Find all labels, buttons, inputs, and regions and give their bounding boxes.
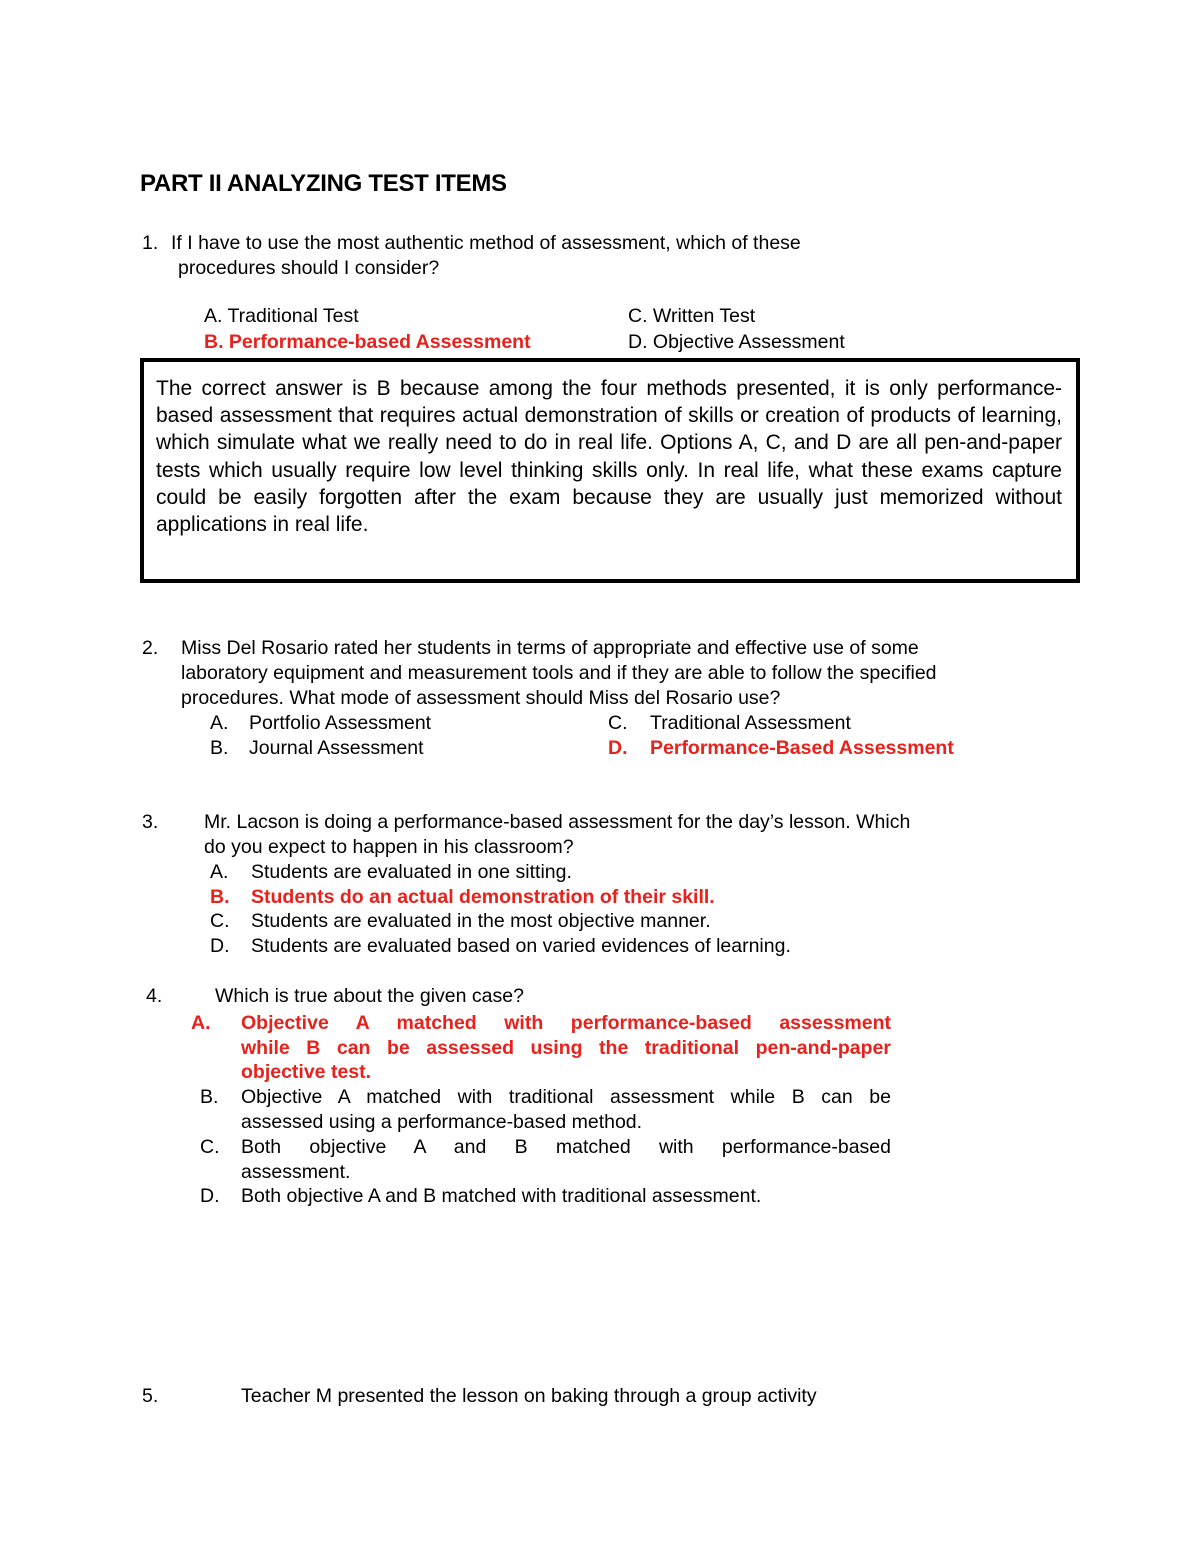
question-number: 5.: [142, 1385, 159, 1407]
option-b: Journal Assessment: [249, 737, 424, 759]
option-b-correct: B. Performance-based Assessment: [204, 331, 531, 353]
option-letter: C.: [608, 712, 628, 734]
option-d: Students are evaluated based on varied evidences of learning.: [251, 935, 791, 957]
question-number: 3.: [142, 811, 159, 833]
option-b-line: assessed using a performance-based method.: [241, 1111, 643, 1133]
question-text-line: If I have to use the most authentic method of assessment, which of these: [171, 232, 801, 254]
option-d: D. Objective Assessment: [628, 331, 845, 353]
option-letter: D.: [608, 737, 628, 759]
question-text-line: procedures should I consider?: [178, 257, 440, 279]
option-letter: D.: [210, 935, 230, 957]
question-text-line: Which is true about the given case?: [215, 985, 524, 1007]
option-a: Students are evaluated in one sitting.: [251, 861, 572, 883]
option-a: A. Traditional Test: [204, 305, 359, 327]
option-c-line: assessment.: [241, 1161, 351, 1183]
option-c: Traditional Assessment: [650, 712, 851, 734]
question-text-line: Teacher M presented the lesson on baking through a group activity: [241, 1385, 817, 1407]
option-letter: C.: [210, 910, 230, 932]
option-letter: A.: [191, 1012, 211, 1034]
option-letter: A.: [210, 861, 229, 883]
option-c-line: Both objective A and B matched with performance-based: [241, 1136, 891, 1158]
option-a-correct-line: Objective A matched with performance-based assessment: [241, 1012, 891, 1034]
option-d-line: Both objective A and B matched with traditional assessment.: [241, 1185, 762, 1207]
explanation-text: The correct answer is B because among the four methods presented, it is only performance-based assessment that requires actual demonstration of skills or creation of products of learning, which simulate what we really need to do in real life. Options A, C, and D are all pen-and-paper tests which usually require low level thinking skills only. In real life, what these exams capture could be easily forgotten after the exam because they are usually just memorized without applications in real life.: [156, 377, 1062, 537]
option-b-line: Objective A matched with traditional assessment while B can be: [241, 1086, 891, 1108]
option-c: C. Written Test: [628, 305, 756, 327]
option-b-correct: Students do an actual demonstration of their skill.: [251, 886, 715, 908]
question-text-line: Miss Del Rosario rated her students in terms of appropriate and effective use of some: [181, 637, 919, 659]
option-a-correct-line: objective test.: [241, 1061, 372, 1083]
question-text-line: procedures. What mode of assessment should Miss del Rosario use?: [181, 687, 781, 709]
option-letter: B.: [210, 886, 230, 908]
question-text-line: Mr. Lacson is doing a performance-based assessment for the day’s lesson. Which: [204, 811, 911, 833]
option-a: Portfolio Assessment: [249, 712, 432, 734]
explanation-box: [140, 358, 1080, 583]
option-d-correct: Performance-Based Assessment: [650, 737, 954, 759]
question-text-line: laboratory equipment and measurement tools and if they are able to follow the specified: [181, 662, 937, 684]
option-letter: C.: [200, 1136, 220, 1158]
page-title: PART II ANALYZING TEST ITEMS: [140, 170, 507, 197]
option-letter: B.: [210, 737, 229, 759]
question-number: 4.: [146, 985, 163, 1007]
option-a-correct-line: while B can be assessed using the traditional pen-and-paper: [241, 1037, 891, 1059]
option-letter: A.: [210, 712, 229, 734]
question-number: 1.: [142, 232, 159, 254]
option-c: Students are evaluated in the most objective manner.: [251, 910, 711, 932]
option-letter: D.: [200, 1185, 220, 1207]
question-text-line: do you expect to happen in his classroom?: [204, 836, 574, 858]
question-number: 2.: [142, 637, 159, 659]
option-letter: B.: [200, 1086, 219, 1108]
